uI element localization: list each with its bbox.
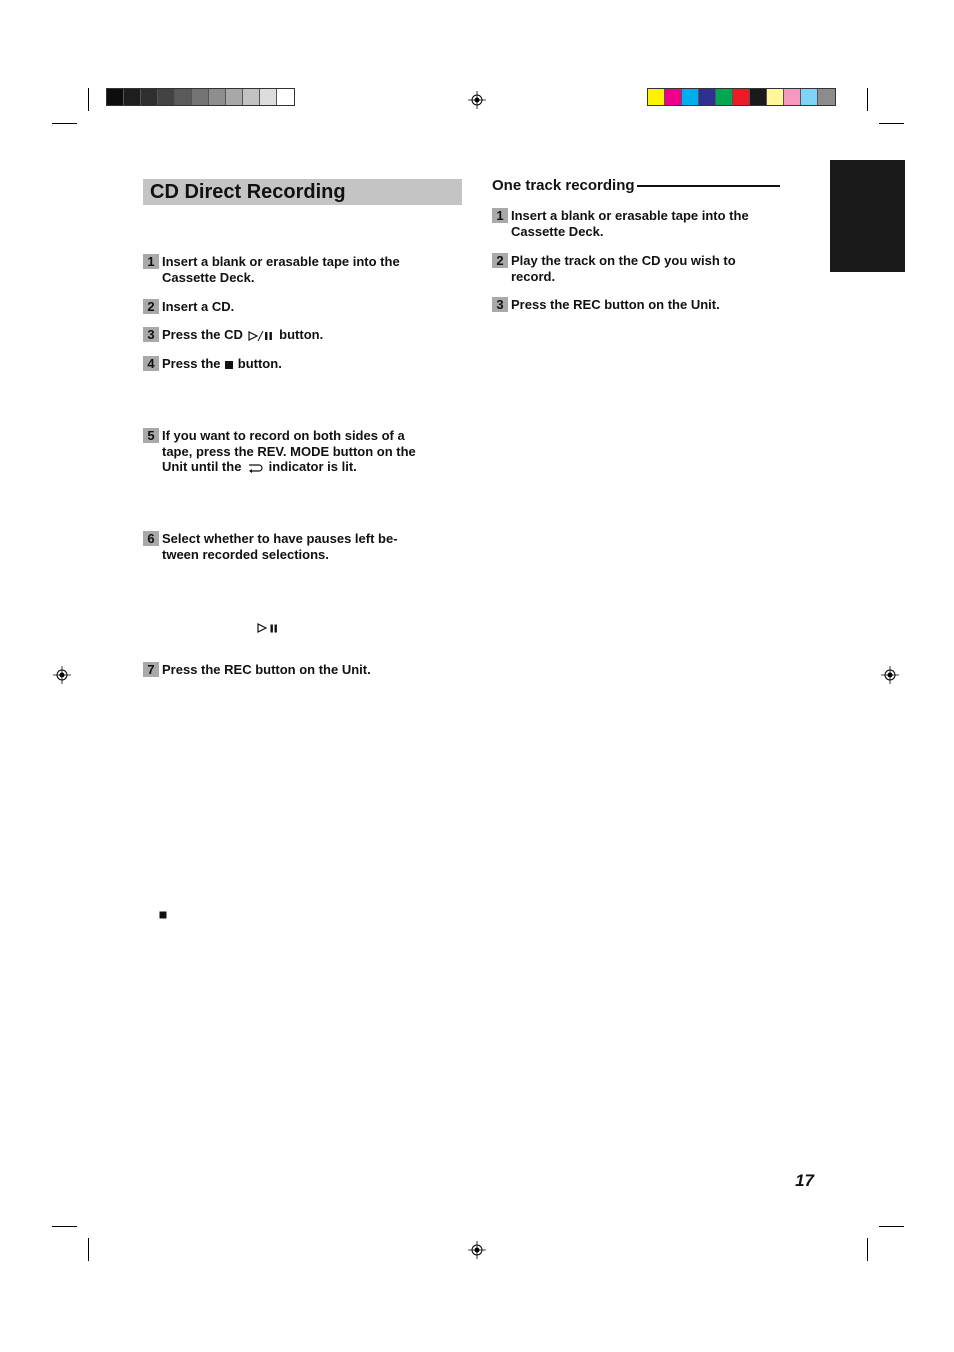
step-number: 4 <box>143 356 159 371</box>
color-swatch <box>733 89 750 105</box>
color-swatch <box>277 89 294 105</box>
color-swatch <box>141 89 158 105</box>
page-number: 17 <box>795 1171 814 1190</box>
step-text: indicator is lit. <box>265 459 357 474</box>
crop-mark <box>879 123 904 124</box>
crop-mark <box>879 1226 904 1227</box>
step-text: Insert a CD. <box>162 299 235 314</box>
language-tab <box>830 160 905 272</box>
pause-icon <box>270 624 278 633</box>
color-swatch <box>818 89 835 105</box>
step-text: button. <box>234 356 282 371</box>
crop-mark <box>52 123 77 124</box>
crop-mark <box>88 1238 89 1261</box>
color-swatch <box>801 89 818 105</box>
step-text: Insert a blank or erasable tape into the <box>511 208 749 223</box>
step-number: 6 <box>143 531 159 546</box>
step-number: 3 <box>143 327 159 342</box>
color-swatch <box>665 89 682 105</box>
heading-rule <box>637 185 780 187</box>
color-swatch <box>699 89 716 105</box>
step-number: 1 <box>143 254 159 269</box>
color-swatch <box>682 89 699 105</box>
registration-mark-icon <box>881 666 899 684</box>
color-swatch <box>209 89 226 105</box>
step-text: Cassette Deck. <box>511 223 604 239</box>
step-text: Select whether to have pauses left be- <box>162 531 398 546</box>
step-number: 5 <box>143 428 159 443</box>
step-text: Play the track on the CD you wish to <box>511 253 736 268</box>
step-text: tween recorded selections. <box>162 546 329 562</box>
color-swatch <box>767 89 784 105</box>
crop-mark <box>867 88 868 111</box>
step-number: 2 <box>492 253 508 268</box>
color-swatch <box>124 89 141 105</box>
step-text: Press the <box>162 356 225 371</box>
step-number: 7 <box>143 662 159 677</box>
color-swatch <box>784 89 801 105</box>
gray-calibration-bar <box>106 88 295 106</box>
color-swatch <box>243 89 260 105</box>
reverse-mode-icon <box>247 462 263 474</box>
step-text: tape, press the REV. MODE button on the <box>162 443 416 459</box>
color-swatch <box>107 89 124 105</box>
color-calibration-bar <box>647 88 836 106</box>
step-text: record. <box>511 268 556 284</box>
step-text: Unit until the <box>162 459 246 474</box>
color-swatch <box>260 89 277 105</box>
step-text: Press the REC button on the Unit. <box>162 662 371 677</box>
step-text: If you want to record on both sides of a <box>162 428 405 443</box>
registration-mark-icon <box>468 91 486 109</box>
section-title: CD Direct Recording <box>143 179 462 205</box>
crop-mark <box>88 88 89 111</box>
color-swatch <box>158 89 175 105</box>
color-swatch <box>750 89 767 105</box>
step-number: 3 <box>492 297 508 312</box>
step-text: Cassette Deck. <box>162 269 255 285</box>
step-text: Insert a blank or erasable tape into the <box>162 254 400 269</box>
crop-mark <box>52 1226 77 1227</box>
step-number: 2 <box>143 299 159 314</box>
step-number: 1 <box>492 208 508 223</box>
color-swatch <box>716 89 733 105</box>
registration-mark-icon <box>468 1241 486 1259</box>
step-text: Press the CD <box>162 327 247 342</box>
play-icon <box>257 623 267 633</box>
step-text: button. <box>275 327 324 342</box>
color-swatch <box>226 89 243 105</box>
color-swatch <box>192 89 209 105</box>
stop-icon <box>159 911 167 919</box>
play-pause-icon <box>248 330 276 342</box>
registration-mark-icon <box>53 666 71 684</box>
color-swatch <box>175 89 192 105</box>
step-text: Press the REC button on the Unit. <box>511 297 720 312</box>
stop-icon <box>224 360 234 370</box>
crop-mark <box>867 1238 868 1261</box>
color-swatch <box>648 89 665 105</box>
subsection-title: One track recording <box>492 177 780 195</box>
